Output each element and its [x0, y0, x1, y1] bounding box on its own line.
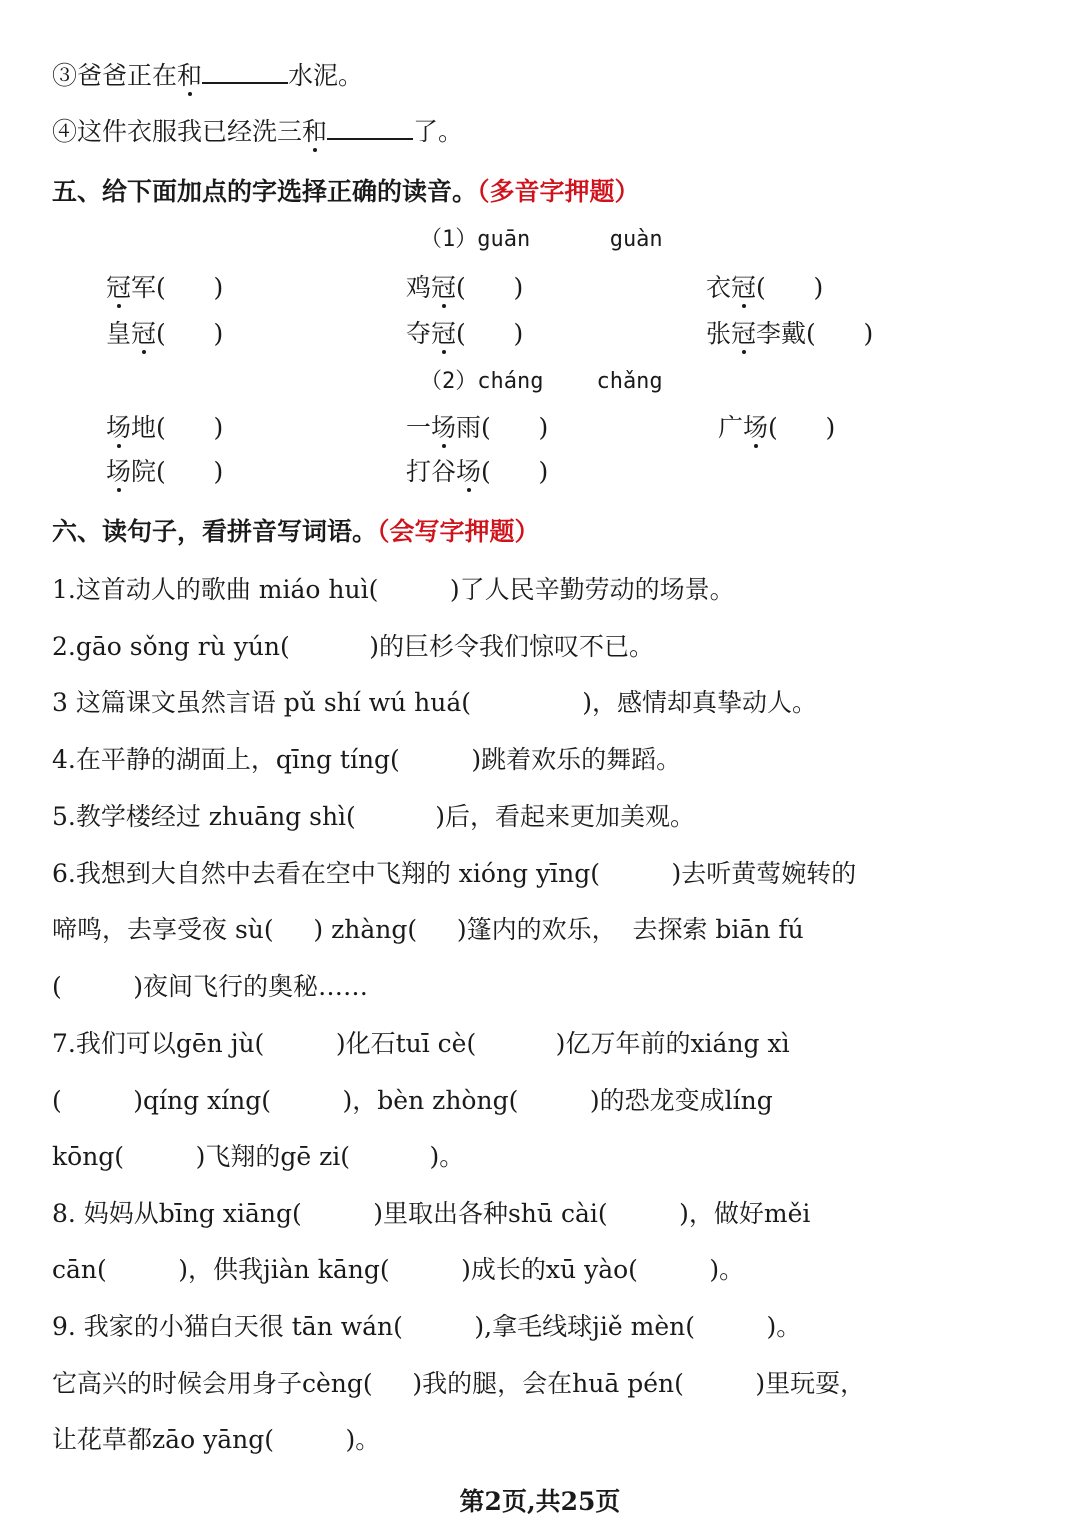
q5-item: [406, 316, 523, 352]
q6-title: [52, 514, 540, 550]
q4-line-4: [52, 112, 463, 150]
q6-line: 啼鸣，去享受夜 sù( ) zhàng( )篷内的欢乐， 去探索 biān fú: [52, 915, 804, 944]
item-rest: 军( ): [131, 273, 224, 302]
q6-line: 让花草都zāo yāng( )。: [52, 1425, 381, 1454]
q5-item: [406, 454, 548, 490]
q4-line-3-dot-char: 和: [177, 61, 203, 90]
dot-char: 场: [456, 457, 482, 486]
q6-line: 3 这篇课文虽然言语 pǔ shí wú huá( )，感情却真挚动人。: [52, 688, 818, 717]
q5-group1-header: （1）guān guàn: [420, 227, 663, 252]
q5-item: [406, 270, 523, 306]
item-pre: 张: [706, 319, 732, 348]
item-rest: ( ): [768, 413, 836, 442]
dot-char: 冠: [731, 273, 757, 302]
q6-line: 它高兴的时候会用身子cèng( )我的腿，会在huā pén( )里玩耍，: [52, 1369, 866, 1398]
q6-line: 7.我们可以gēn jù( )化石tuī cè( )亿万年前的xiáng xì: [52, 1029, 790, 1058]
item-pre: 广: [718, 413, 744, 442]
q6-line: 2.gāo sǒng rù yún( )的巨杉令我们惊叹不已。: [52, 632, 654, 661]
q6-line: 1.这首动人的歌曲 miáo huì( )了人民辛勤劳动的场景。: [52, 575, 735, 604]
item-pre: 打谷: [406, 457, 457, 486]
q5-item: [718, 410, 835, 446]
item-rest: 院( ): [131, 457, 224, 486]
q4-line-3-pre: ③爸爸正在: [52, 61, 178, 90]
dot-char: 场: [431, 413, 457, 442]
dot-char: 冠: [431, 319, 457, 348]
q6-line: 9. 我家的小猫白天很 tān wán( ),拿毛线球jiě mèn( )。: [52, 1312, 802, 1341]
dot-char: 冠: [106, 273, 132, 302]
q6-line: cān( )，供我jiàn kāng( )成长的xū yào( )。: [52, 1255, 745, 1284]
item-rest: ( ): [156, 319, 224, 348]
answer-blank[interactable]: [202, 56, 288, 84]
item-rest: ( ): [756, 273, 824, 302]
item-pre: 夺: [406, 319, 432, 348]
dot-char: 场: [743, 413, 769, 442]
item-pre: 衣: [706, 273, 732, 302]
q5-item: [406, 410, 548, 446]
q4-line-3: [52, 56, 363, 94]
q5-item: [106, 410, 223, 446]
dot-char: 场: [106, 457, 132, 486]
q5-item: [706, 316, 873, 352]
item-rest: 李戴( ): [756, 319, 874, 348]
q5-tag: （多音字押题）: [477, 177, 640, 206]
q6-line: 8. 妈妈从bīng xiāng( )里取出各种shū cài( )，做好měi: [52, 1199, 811, 1228]
dot-char: 冠: [131, 319, 157, 348]
q5-group2-header: （2）cháng chǎng: [420, 369, 663, 394]
q6-title-text: 六、读句子，看拼音写词语。: [52, 517, 378, 546]
item-pre: 鸡: [406, 273, 432, 302]
q5-title: [52, 174, 640, 210]
q4-line-4-post: 了。: [413, 117, 464, 146]
q5-item: [106, 316, 223, 352]
dot-char: 冠: [731, 319, 757, 348]
dot-char: 冠: [431, 273, 457, 302]
answer-blank[interactable]: [327, 112, 413, 140]
page-footer: 第2页,共25页: [459, 1487, 621, 1516]
q6-line: ( )夜间飞行的奥秘……: [52, 972, 369, 1001]
q5-title-text: 五、给下面加点的字选择正确的读音。: [52, 177, 478, 206]
q5-item: [106, 270, 223, 306]
item-rest: ( ): [481, 457, 549, 486]
q6-tag: （会写字押题）: [377, 517, 540, 546]
dot-char: 场: [106, 413, 132, 442]
q4-line-3-post: 水泥。: [288, 61, 364, 90]
item-pre: 一: [406, 413, 432, 442]
item-rest: 雨( ): [456, 413, 549, 442]
item-rest: 地( ): [131, 413, 224, 442]
q6-line: 4.在平静的湖面上，qīng tíng( )跳着欢乐的舞蹈。: [52, 745, 682, 774]
q6-line: 5.教学楼经过 zhuāng shì( )后，看起来更加美观。: [52, 802, 696, 831]
q4-line-4-dot-char: 和: [302, 117, 328, 146]
q5-item: [106, 454, 223, 490]
q6-line: 6.我想到大自然中去看在空中飞翔的 xióng yīng( )去听黄莺婉转的: [52, 859, 857, 888]
item-pre: 皇: [106, 319, 132, 348]
q6-line: kōng( )飞翔的gē zi( )。: [52, 1142, 465, 1171]
item-rest: ( ): [456, 273, 524, 302]
q4-line-4-pre: ④这件衣服我已经洗三: [52, 117, 303, 146]
q5-item: [706, 270, 823, 306]
item-rest: ( ): [456, 319, 524, 348]
q6-line: ( )qíng xíng( )，bèn zhòng( )的恐龙变成líng: [52, 1086, 773, 1115]
